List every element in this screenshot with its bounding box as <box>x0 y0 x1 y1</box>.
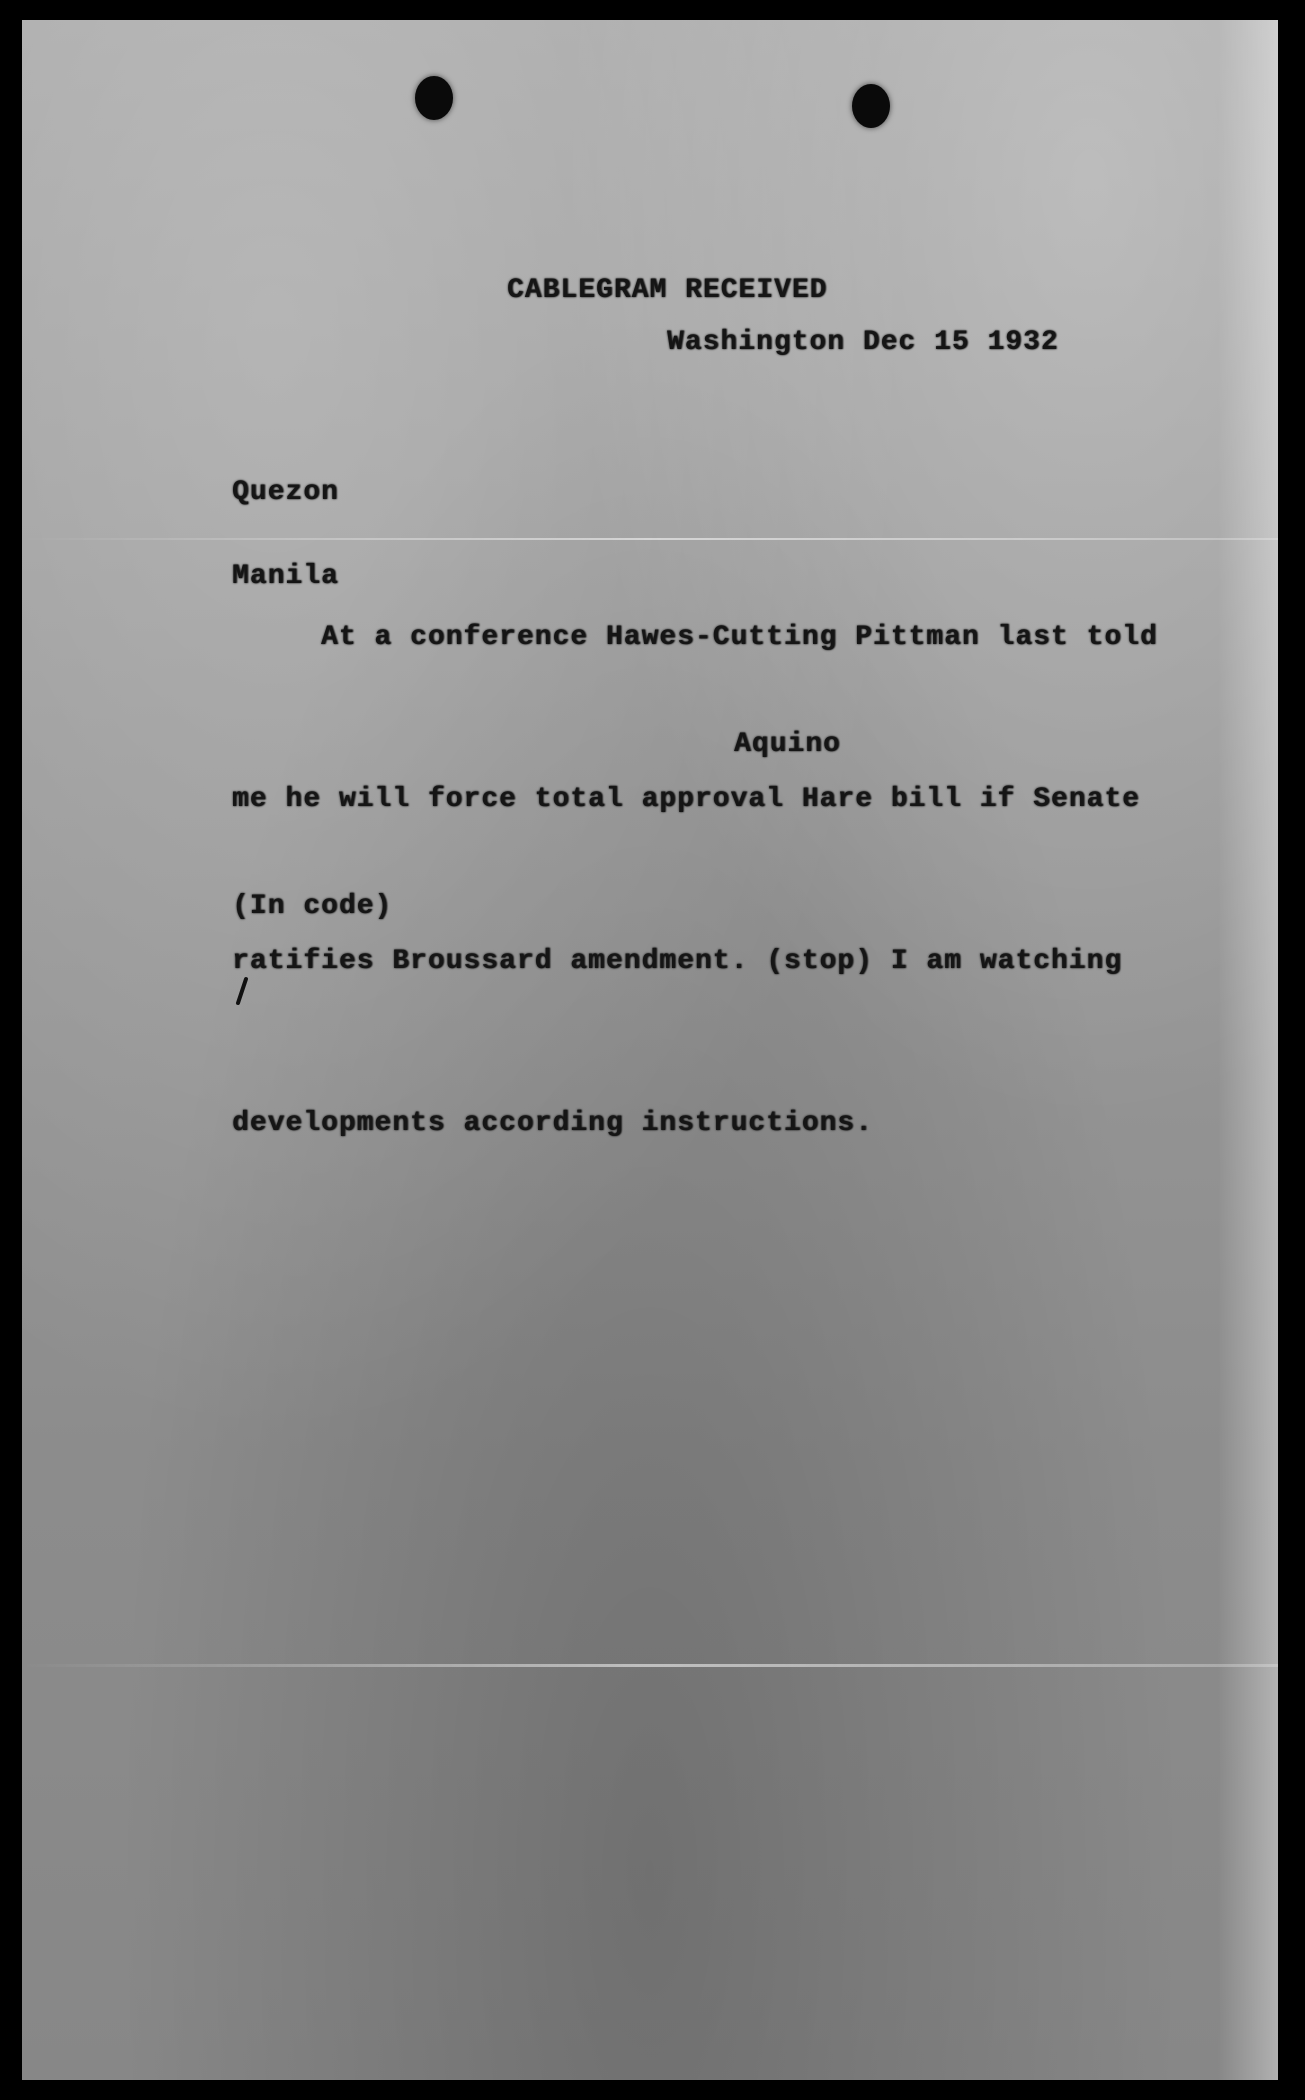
recipient-city: Manila <box>232 561 339 592</box>
sender-signature: Aquino <box>734 729 841 760</box>
paper-crease <box>22 1664 1278 1667</box>
recipient-name: Quezon <box>232 477 339 508</box>
body-line: developments according instructions. <box>232 1108 873 1139</box>
document-heading: CABLEGRAM RECEIVED <box>507 275 828 306</box>
body-line: ratifies Broussard amendment. (stop) I am watching <box>232 946 1123 977</box>
punch-hole-left <box>415 76 453 120</box>
code-note: (In code) <box>232 891 393 922</box>
document-page <box>22 20 1278 2080</box>
body-line: At a conference Hawes-Cutting Pittman last told <box>232 622 1158 653</box>
body-line: me he will force total approval Hare bill if Senate <box>232 784 1140 815</box>
pen-tick-mark <box>232 975 262 1005</box>
punch-hole-right <box>852 84 890 128</box>
dateline: Washington Dec 15 1932 <box>667 327 1059 358</box>
